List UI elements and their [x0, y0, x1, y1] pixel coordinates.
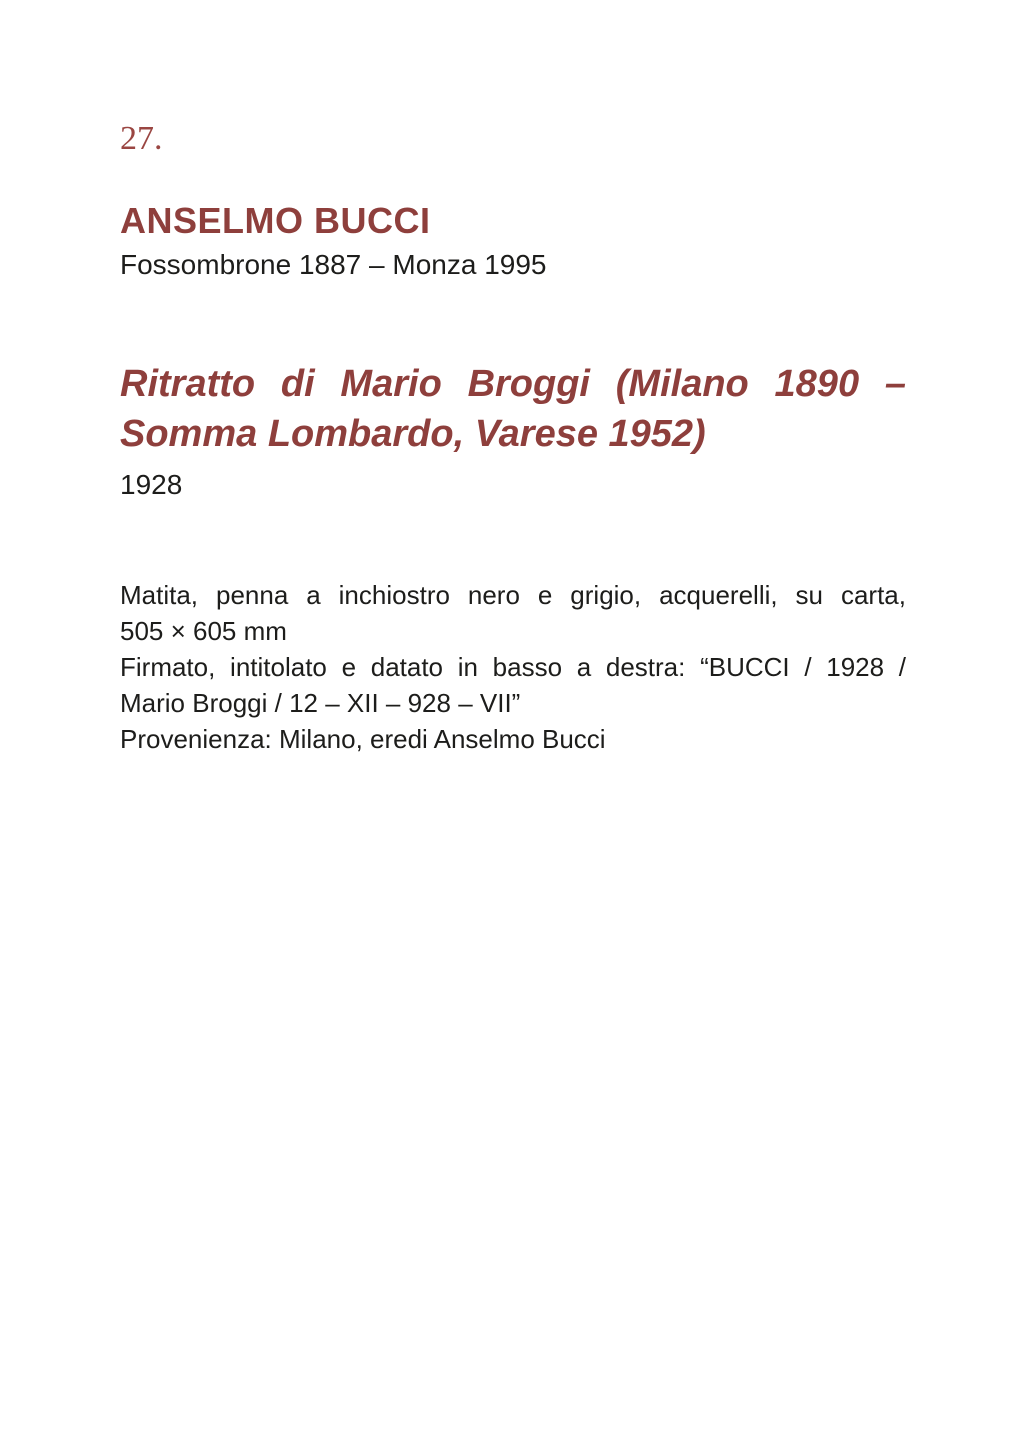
artist-name: ANSELMO BUCCI	[120, 200, 431, 242]
detail-provenance-line: Provenienza: Milano, eredi Anselmo Bucci	[120, 724, 606, 755]
artwork-year: 1928	[120, 469, 183, 501]
detail-signature-line-1: Firmato, intitolato e datato in basso a destra: “BUCCI / 1928 /	[120, 652, 906, 683]
detail-signature-line-2: Mario Broggi / 12 – XII – 928 – VII”	[120, 688, 521, 719]
artist-dates: Fossombrone 1887 – Monza 1995	[120, 248, 547, 280]
artwork-title-line-2: Somma Lombardo, Varese 1952)	[120, 413, 706, 456]
artwork-title	[120, 359, 906, 459]
entry-number: 27.	[120, 120, 163, 157]
detail-medium-line: Matita, penna a inchiostro nero e grigio, acquerelli, su carta,	[120, 580, 906, 611]
artwork-title-line-1: Ritratto di Mario Broggi (Milano 1890 –	[120, 363, 906, 406]
detail-dimensions-line: 505 × 605 mm	[120, 616, 287, 647]
artwork-details	[120, 577, 906, 757]
